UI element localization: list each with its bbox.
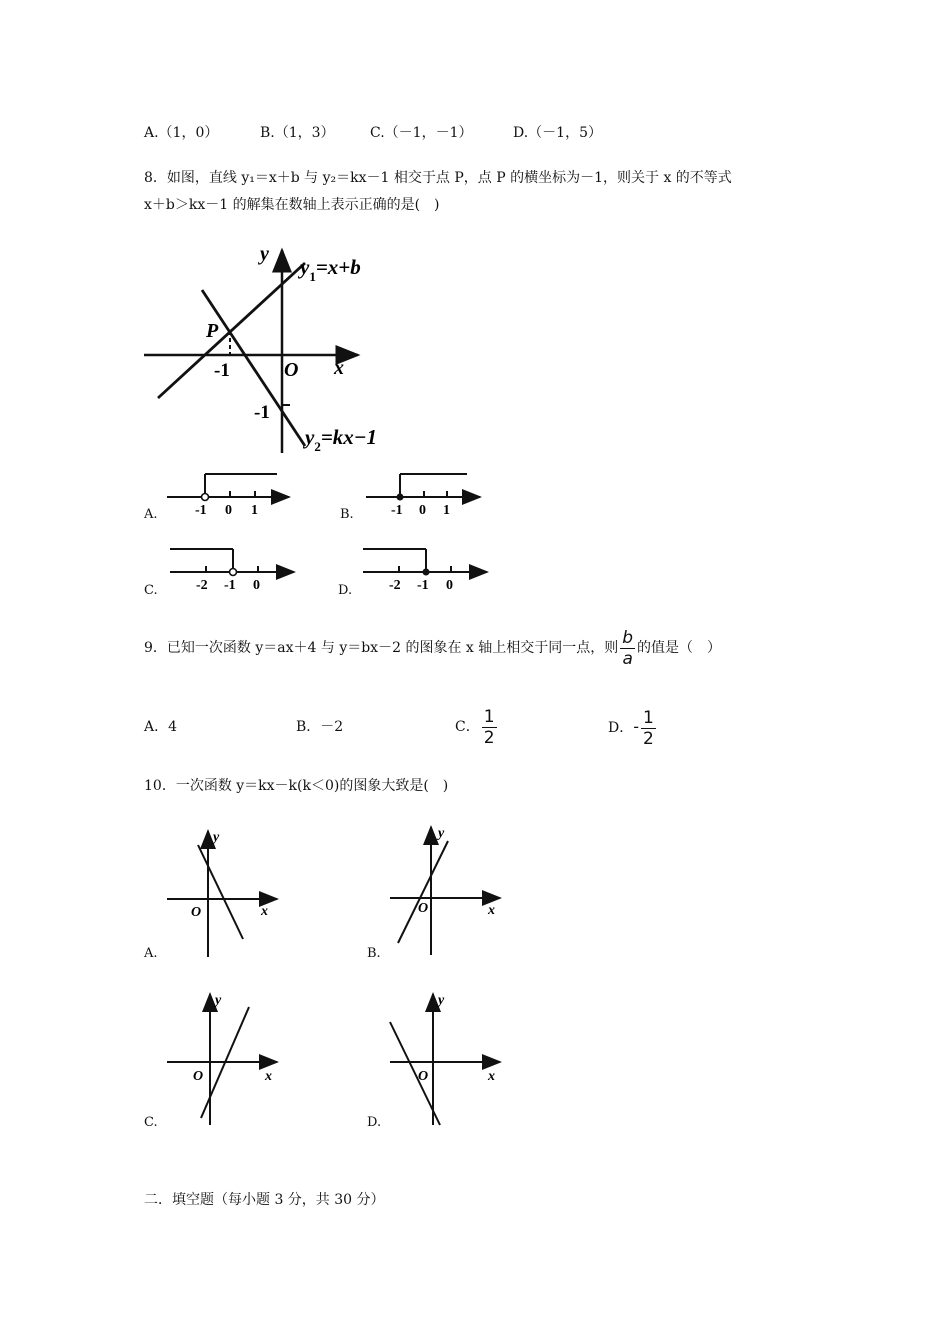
q8-point-p-label: P: [206, 320, 219, 342]
svg-text:0: 0: [419, 503, 426, 518]
q8-neg1-y-label: -1: [254, 402, 270, 423]
q8-option-b-label: B.: [340, 507, 354, 522]
q10-option-b-label: B.: [367, 946, 381, 961]
q7-option-d: D.（－1，5）: [513, 125, 602, 141]
q9-option-b: B．－2: [296, 719, 344, 735]
svg-text:-1: -1: [195, 503, 207, 518]
q7-option-c: C.（－1，－1）: [370, 125, 473, 141]
line-increasing: [398, 841, 448, 943]
svg-text:y: y: [438, 826, 445, 841]
svg-text:0: 0: [253, 578, 260, 593]
q8-option-d-numberline: [361, 543, 501, 593]
svg-text:-1: -1: [224, 578, 236, 593]
svg-text:-1: -1: [391, 503, 403, 518]
q7-option-b: B.（1，3）: [260, 125, 335, 141]
q9-option-a: A．4: [144, 719, 178, 735]
svg-text:-2: -2: [389, 578, 401, 593]
q9-question-text: 9．已知一次函数 y＝ax＋4 与 y＝bx－2 的图象在 x 轴上相交于同一点，则: [144, 640, 619, 656]
q8-graph: [140, 238, 400, 458]
q8-question-line1: 8．如图，直线 y₁＝x＋b 与 y₂＝kx－1 相交于点 P，点 P 的横坐标为－1，则关于 x 的不等式: [144, 170, 732, 186]
svg-text:O: O: [418, 901, 429, 916]
q9-question-tail: 的值是（ ）: [637, 640, 722, 656]
svg-text:0: 0: [225, 503, 232, 518]
q7-option-a: A.（1，0）: [144, 125, 219, 141]
q9-option-d: D．- $\frac{1}{2}$: [608, 707, 654, 749]
svg-text:0: 0: [446, 578, 453, 593]
q10-graph-c: [165, 990, 295, 1125]
svg-text:-2: -2: [196, 578, 208, 593]
section-2-heading: 二．填空题（每小题 3 分，共 30 分）: [144, 1192, 385, 1208]
q8-question-line2: x＋b＞kx－1 的解集在数轴上表示正确的是( ): [144, 197, 440, 213]
q10-option-d-label: D.: [367, 1115, 382, 1130]
svg-text:1: 1: [251, 503, 258, 518]
open-dot: [202, 494, 209, 501]
q9-option-c: C． $\frac{1}{2}$: [455, 706, 495, 748]
svg-text:y: y: [213, 830, 220, 845]
svg-text:x: x: [261, 904, 268, 919]
q8-option-d-label: D.: [338, 583, 353, 598]
q10-graph-b: [388, 823, 518, 958]
svg-text:x: x: [488, 903, 495, 918]
q8-neg1-x-label: -1: [214, 360, 230, 381]
q8-option-a-label: A.: [144, 507, 158, 522]
q9-fraction-b-over-a: $\frac{b}{a}$: [622, 627, 634, 669]
svg-text:-1: -1: [417, 578, 429, 593]
line-decreasing: [198, 845, 243, 939]
q9-question: [144, 626, 721, 670]
q10-graph-a: [165, 827, 295, 962]
q8-option-c-numberline: [168, 543, 308, 593]
q8-option-c-label: C.: [144, 583, 158, 598]
svg-text:x: x: [488, 1069, 495, 1084]
svg-text:y: y: [438, 993, 445, 1008]
open-dot: [230, 569, 237, 576]
q10-option-a-label: A.: [144, 946, 158, 961]
q10-question: 10．一次函数 y＝kx－k(k＜0)的图象大致是( ): [144, 778, 449, 794]
q10-option-c-label: C.: [144, 1115, 158, 1130]
q10-graph-d: [388, 990, 518, 1125]
filled-dot: [397, 494, 404, 501]
q8-y-axis-label: y: [260, 243, 269, 265]
svg-text:y: y: [215, 993, 222, 1008]
q8-x-axis-label: x: [334, 357, 344, 379]
q8-y2-equation: $y_2=kx-1$: [305, 425, 378, 454]
q8-origin-label: O: [284, 359, 299, 381]
svg-text:x: x: [265, 1069, 272, 1084]
q8-y1-equation: $y_1=x+b$: [300, 255, 361, 284]
svg-text:1: 1: [443, 503, 450, 518]
q8-option-b-numberline: [364, 468, 504, 518]
svg-text:O: O: [193, 1069, 204, 1084]
q8-option-a-numberline: [165, 468, 305, 518]
svg-text:O: O: [418, 1069, 429, 1084]
filled-dot: [423, 569, 430, 576]
svg-text:O: O: [191, 905, 202, 920]
